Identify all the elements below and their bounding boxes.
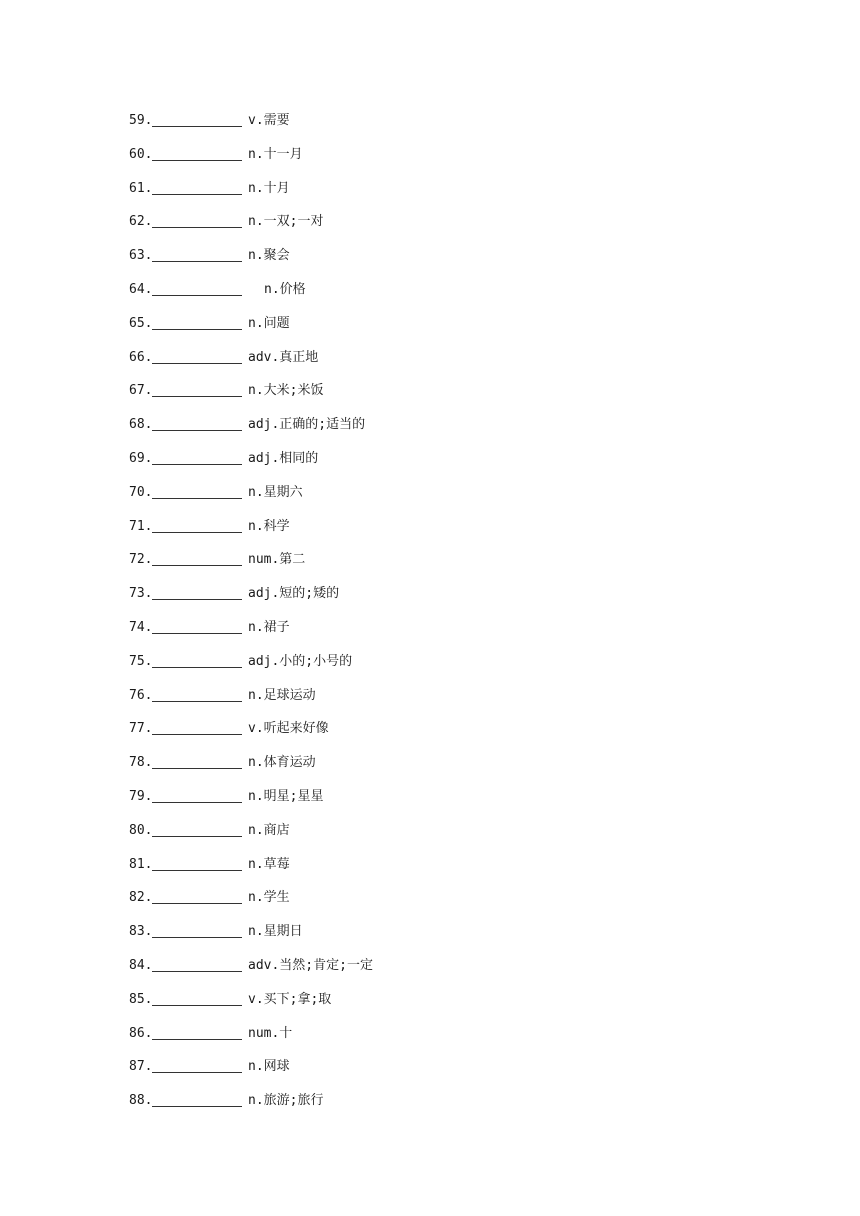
item-definition: n.问题 — [248, 315, 290, 331]
item-number: 70. — [129, 484, 153, 500]
answer-blank[interactable] — [152, 821, 242, 837]
vocab-item-69 — [129, 449, 809, 483]
item-number: 84. — [129, 957, 153, 973]
answer-blank[interactable] — [152, 618, 242, 634]
answer-blank[interactable] — [152, 922, 242, 938]
vocab-item-77 — [129, 719, 809, 753]
item-number: 85. — [129, 991, 153, 1007]
item-number: 63. — [129, 248, 153, 264]
answer-blank[interactable] — [152, 145, 242, 161]
item-definition: adv.当然;肯定;一定 — [248, 957, 373, 973]
answer-blank[interactable] — [152, 990, 242, 1006]
vocab-item-75 — [129, 652, 809, 686]
answer-blank[interactable] — [152, 855, 242, 871]
item-definition: v.需要 — [248, 113, 290, 128]
vocab-item-87 — [129, 1057, 809, 1091]
answer-blank[interactable] — [152, 686, 242, 702]
vocab-item-72 — [129, 550, 809, 584]
answer-blank[interactable] — [152, 348, 242, 364]
item-definition: n.星期六 — [248, 484, 303, 500]
item-number: 65. — [129, 315, 153, 331]
item-definition: adv.真正地 — [248, 349, 319, 365]
item-definition: num.十 — [248, 1025, 293, 1041]
item-definition: n.十一月 — [248, 146, 303, 162]
answer-blank[interactable] — [152, 584, 242, 600]
answer-blank[interactable] — [152, 550, 242, 566]
item-definition: n.星期日 — [248, 924, 303, 940]
vocab-item-71 — [129, 517, 809, 551]
answer-blank[interactable] — [152, 888, 242, 904]
item-definition: n.裙子 — [248, 619, 290, 635]
item-number: 69. — [129, 450, 153, 466]
answer-blank[interactable] — [152, 1057, 242, 1073]
item-number: 68. — [129, 417, 153, 433]
item-definition: n.十月 — [248, 180, 290, 196]
item-definition: n.大米;米饭 — [248, 383, 324, 399]
item-number: 87. — [129, 1059, 153, 1075]
answer-blank[interactable] — [152, 652, 242, 668]
vocab-item-59 — [129, 111, 809, 145]
vocab-item-85 — [129, 990, 809, 1024]
answer-blank[interactable] — [152, 719, 242, 735]
item-number: 79. — [129, 788, 153, 804]
vocab-item-65 — [129, 314, 809, 348]
item-definition: n.商店 — [248, 822, 290, 838]
item-definition: n.明星;星星 — [248, 788, 324, 804]
vocab-item-64 — [129, 280, 809, 314]
item-definition: adj.相同的 — [248, 450, 319, 466]
answer-blank[interactable] — [152, 753, 242, 769]
answer-blank[interactable] — [152, 483, 242, 499]
answer-blank[interactable] — [152, 415, 242, 431]
vocab-item-80 — [129, 821, 809, 855]
item-definition: adj.正确的;适当的 — [248, 417, 366, 433]
item-definition: n.体育运动 — [248, 755, 316, 771]
item-definition: n.网球 — [248, 1059, 290, 1075]
item-definition: n.旅游;旅行 — [248, 1093, 324, 1109]
vocab-item-81 — [129, 855, 809, 889]
item-definition: n.价格 — [264, 281, 306, 297]
answer-blank[interactable] — [152, 449, 242, 465]
vocab-item-66 — [129, 348, 809, 382]
item-number: 61. — [129, 180, 153, 196]
vocab-item-83 — [129, 922, 809, 956]
answer-blank[interactable] — [152, 111, 242, 127]
answer-blank[interactable] — [152, 314, 242, 330]
vocab-item-79 — [129, 787, 809, 821]
item-number: 60. — [129, 146, 153, 162]
item-number: 66. — [129, 349, 153, 365]
item-definition: n.足球运动 — [248, 687, 316, 703]
item-number: 72. — [129, 552, 153, 568]
vocab-item-70 — [129, 483, 809, 517]
item-number: 83. — [129, 924, 153, 940]
vocab-item-67 — [129, 381, 809, 415]
answer-blank[interactable] — [152, 246, 242, 262]
answer-blank[interactable] — [152, 381, 242, 397]
vocab-item-84 — [129, 956, 809, 990]
item-number: 75. — [129, 653, 153, 669]
vocab-item-61 — [129, 179, 809, 213]
vocab-item-76 — [129, 686, 809, 720]
vocab-item-86 — [129, 1024, 809, 1058]
item-definition: n.聚会 — [248, 248, 290, 264]
vocab-item-88 — [129, 1091, 809, 1125]
item-number: 74. — [129, 619, 153, 635]
item-definition: n.一双;一对 — [248, 214, 324, 230]
vocab-item-82 — [129, 888, 809, 922]
item-definition: n.学生 — [248, 890, 290, 906]
item-definition: num.第二 — [248, 552, 306, 568]
item-number: 64. — [129, 281, 153, 297]
item-number: 77. — [129, 721, 153, 737]
answer-blank[interactable] — [152, 956, 242, 972]
answer-blank[interactable] — [152, 212, 242, 228]
answer-blank[interactable] — [152, 1024, 242, 1040]
item-definition: n.科学 — [248, 518, 290, 534]
item-number: 81. — [129, 856, 153, 872]
answer-blank[interactable] — [152, 517, 242, 533]
answer-blank[interactable] — [152, 1091, 242, 1107]
item-number: 62. — [129, 214, 153, 230]
vocab-item-62 — [129, 212, 809, 246]
vocab-item-68 — [129, 415, 809, 449]
vocab-item-60 — [129, 145, 809, 179]
item-definition: n.草莓 — [248, 856, 290, 872]
item-definition: v.听起来好像 — [248, 721, 329, 737]
item-definition: adj.小的;小号的 — [248, 653, 353, 669]
item-number: 59. — [129, 113, 153, 128]
item-number: 78. — [129, 755, 153, 771]
vocab-item-78 — [129, 753, 809, 787]
vocab-item-73 — [129, 584, 809, 618]
item-number: 76. — [129, 687, 153, 703]
item-definition: v.买下;拿;取 — [248, 991, 332, 1007]
vocab-list — [129, 111, 809, 1125]
answer-blank[interactable] — [152, 280, 242, 296]
item-number: 73. — [129, 586, 153, 602]
answer-blank[interactable] — [152, 787, 242, 803]
item-number: 80. — [129, 822, 153, 838]
vocab-item-63 — [129, 246, 809, 280]
answer-blank[interactable] — [152, 179, 242, 195]
item-number: 82. — [129, 890, 153, 906]
item-number: 86. — [129, 1025, 153, 1041]
item-definition: adj.短的;矮的 — [248, 586, 340, 602]
item-number: 71. — [129, 518, 153, 534]
item-number: 88. — [129, 1093, 153, 1109]
item-number: 67. — [129, 383, 153, 399]
vocab-item-74 — [129, 618, 809, 652]
